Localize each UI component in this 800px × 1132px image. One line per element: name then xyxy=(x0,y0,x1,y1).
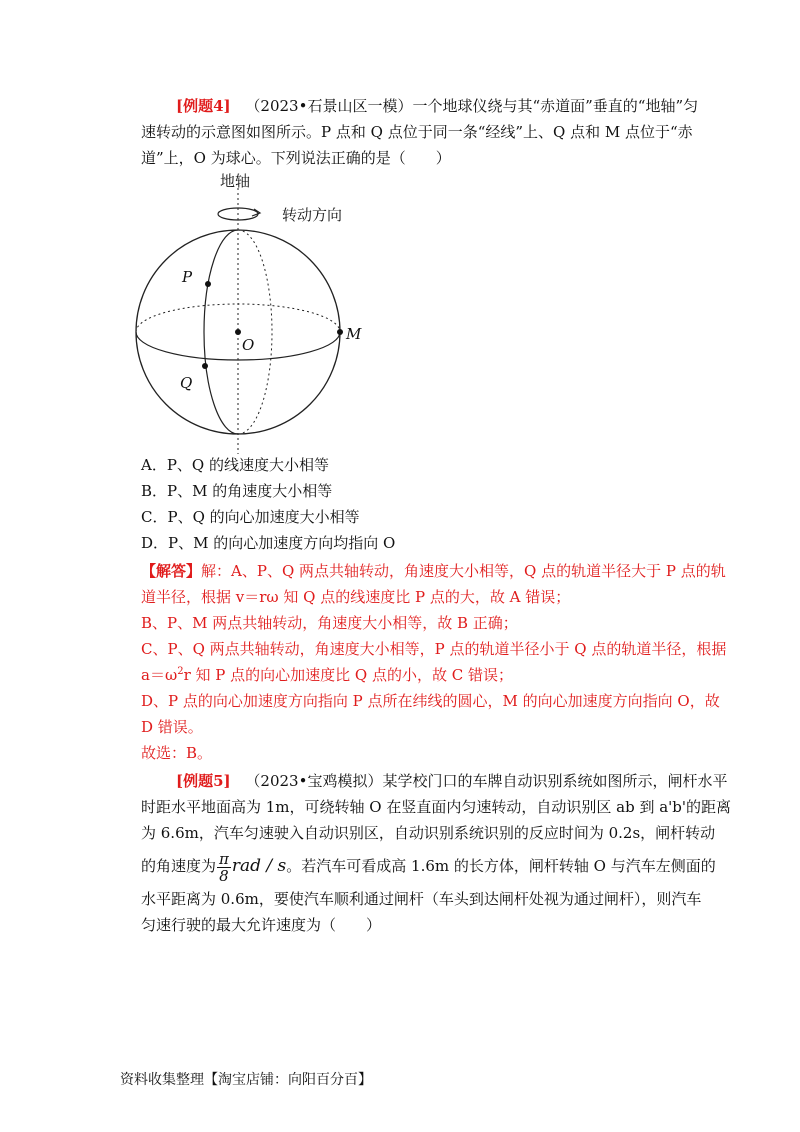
footer-note: 资料收集整理【淘宝店铺：向阳百分百】 xyxy=(120,1072,372,1088)
point-p-dot xyxy=(205,281,211,287)
point-q-label: Q xyxy=(180,374,193,392)
option-c: C．P、Q 的向心加速度大小相等 xyxy=(141,508,360,526)
example5-line6: 匀速行驶的最大允许速度为（ ） xyxy=(141,916,382,934)
meridian-back xyxy=(238,230,272,434)
solution-line7: D 错误。 xyxy=(141,718,203,736)
example4-line3: 道”上，O 为球心。下列说法正确的是（ ） xyxy=(141,149,451,167)
globe-figure xyxy=(130,168,390,458)
solution-line5: $a=\omega^2r$ 知 P 点的向心加速度比 Q 点的小，故 C 错误； xyxy=(141,666,513,684)
example5-line5: 水平距离为 0.6m，要使汽车顺利通过闸杆（车头到达闸杆处视为通过闸杆），则汽车 xyxy=(141,890,702,908)
solution-line6: D、P 点的向心加速度方向指向 P 点所在纬线的圆心，M 的向心加速度方向指向 O，故 xyxy=(141,692,720,710)
point-o-dot xyxy=(235,329,241,335)
axis-label: 地轴 xyxy=(220,172,251,190)
point-q-dot xyxy=(202,363,208,369)
example5-line1: [例题5] （2023•宝鸡模拟）某学校门口的车牌自动识别系统如图所示，闸杆水平 xyxy=(176,772,728,790)
point-p-label: P xyxy=(182,268,193,286)
example5-line2: 时距水平地面高为 1m，可绕转轴 O 在竖直面内匀速转动，自动识别区 ab 到 a'b'的距离 xyxy=(141,798,732,816)
option-d: D．P、M 的向心加速度方向均指向 O xyxy=(141,534,396,552)
example5-tag: [例题5] xyxy=(176,772,231,790)
solution-line2: 道半径，根据 v＝rω 知 Q 点的线速度比 P 点的大，故 A 错误； xyxy=(141,588,571,606)
solution-answer: 故选：B。 xyxy=(141,744,213,762)
point-m-label: M xyxy=(346,325,362,343)
example5-line3: 为 6.6m，汽车匀速驶入自动识别区，自动识别系统识别的反应时间为 0.2s，闸杆转动 xyxy=(141,824,716,842)
option-a: A．P、Q 的线速度大小相等 xyxy=(141,456,329,474)
equator-front xyxy=(136,332,340,360)
example4-line1: [例题4] （2023•石景山区一模）一个地球仪绕与其“赤道面”垂直的“地轴”匀 xyxy=(176,97,699,115)
pi-over-8-fraction: $\frac{\pi}{8}$ xyxy=(219,849,229,885)
solution-line4: C、P、Q 两点共轴转动，角速度大小相等，P 点的轨道半径小于 Q 点的轨道半径，根据 xyxy=(141,640,727,658)
option-b: B．P、M 的角速度大小相等 xyxy=(141,482,333,500)
solution-tag: 【解答】 xyxy=(141,562,202,580)
rotation-label: 转动方向 xyxy=(282,206,343,224)
example5-line4: 的角速度为 $\frac{\pi}{8}$ rad / s。若汽车可看成高 1.6m 的长方体，闸杆转轴 O 与汽车左侧面的 xyxy=(141,849,716,885)
point-o-label: O xyxy=(242,336,255,354)
solution-line1: 【解答】解：A、P、Q 两点共轴转动，角速度大小相等，Q 点的轨道半径大于 P 点的轨 xyxy=(141,562,726,580)
solution-line3: B、P、M 两点共轴转动，角速度大小相等，故 B 正确； xyxy=(141,614,518,632)
example4-line2: 速转动的示意图如图所示。P 点和 Q 点位于同一条“经线”上、Q 点和 M 点位于“赤 xyxy=(141,123,693,141)
meridian-front xyxy=(204,230,238,434)
point-m-dot xyxy=(337,329,343,335)
example4-tag: [例题4] xyxy=(176,97,231,115)
